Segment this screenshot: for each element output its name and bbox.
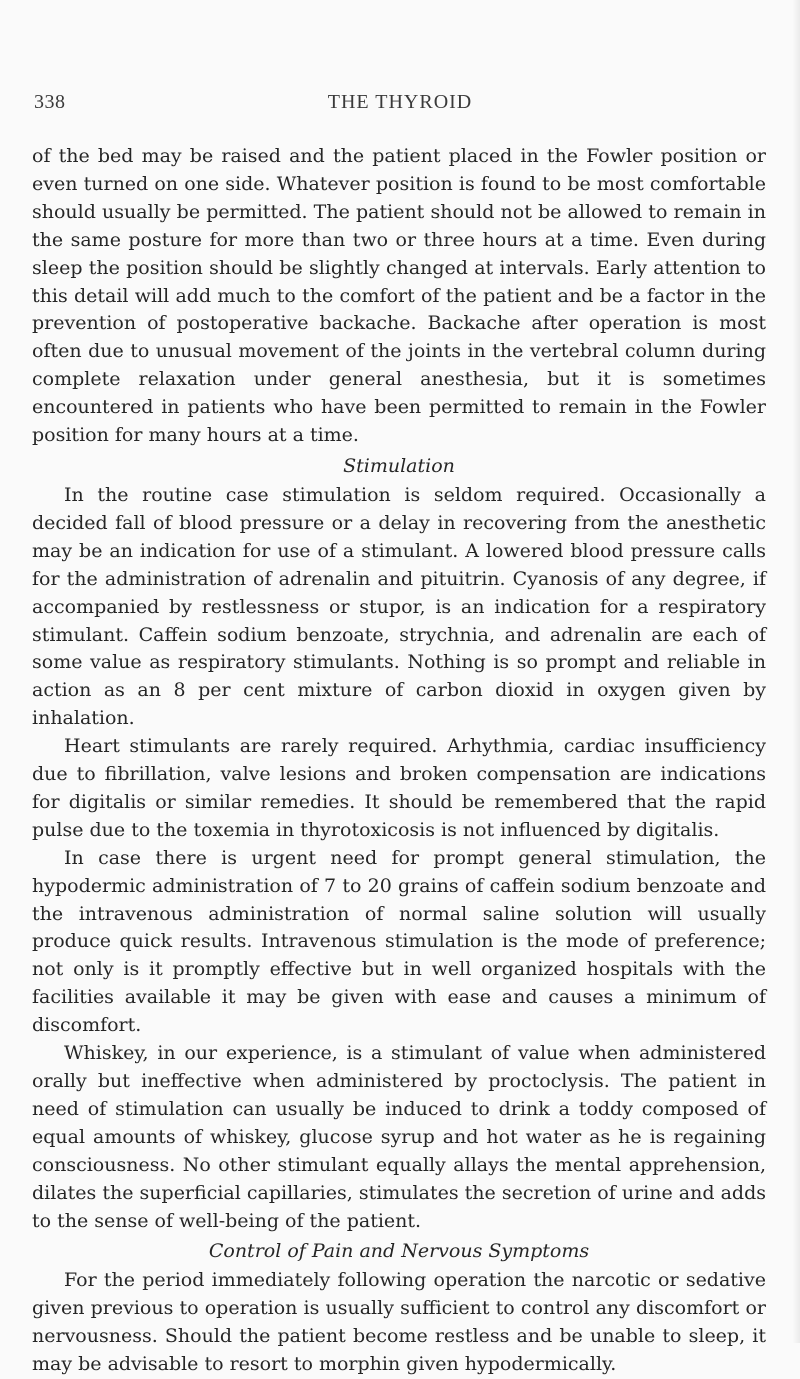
paragraph: In case there is urgent need for prompt general stimulation, the hypodermic administration of 7 to 20 grains of caffein sodium benzoate and the intravenous administration of normal saline solution will usually produce quick results. Intravenous stimulation is the mode of preference; not only is it promptly effective but in well organized hospitals with the facilities available it may be given with ease and causes a minimum of discomfort. bbox=[32, 846, 766, 1037]
paragraph: Whiskey, in our experience, is a stimulant of value when administered orally but ineffective when administered by proctoclysis. The patient in need of stimulation can usually be induced to drink a toddy composed of equal amounts of whiskey, glucose syrup and hot water as he is regaining consciousness. No other stimulant equally allays the mental apprehension, dilates the superficial capillaries, stimulates the secretion of urine and adds to the sense of well-being of the patient. bbox=[32, 1042, 766, 1232]
body-text bbox=[32, 143, 766, 1379]
paragraph-continued: of the bed may be raised and the patient placed in the Fowler position or even turned on one side. Whatever position is found to be most comfortable should usually be permitted. The patient should not be allowed to remain in the same posture for more than two or three hours at a time. Even during sleep the position should be slightly changed at intervals. Early attention to this detail will add much to the comfort of the patient and be a factor in the prevention of postoperative backache. Backache after operation is most often due to unusual movement of the joints in the vertebral column during complete relaxation under general anesthesia, but it is sometimes encountered in patients who have been permitted to remain in the Fowler position for many hours at a time. bbox=[32, 145, 766, 447]
running-title: THE THYROID bbox=[327, 91, 473, 113]
paragraph: Heart stimulants are rarely required. Arhythmia, cardiac insufficiency due to fibrillation, valve lesions and broken compensation are indications for digitalis or similar remedies. It should be remembered that the rapid pulse due to the toxemia in thyrotoxicosis is not influenced by digitalis. bbox=[32, 735, 766, 841]
paragraph: For the period immediately following operation the narcotic or sedative given previous to operation is usually sufficient to control any discomfort or nervousness. Should the patient become restless and be unable to sleep, it may be advisable to resort to morphin given hypodermically. bbox=[32, 1269, 766, 1376]
section-heading-pain-control: Control of Pain and Nervous Symptoms bbox=[208, 1240, 590, 1263]
page-number: 338 bbox=[34, 91, 66, 113]
page-edge-shadow bbox=[792, 0, 800, 1343]
paragraph: In the routine case stimulation is seldom required. Occasionally a decided fall of blood pressure or a delay in recovering from the anesthetic may be an indication for use of a stimulant. A lowered blood pressure calls for the administration of adrenalin and pituitrin. Cyanosis of any degree, if accompanied by restlessness or stupor, is an indication for a respiratory stimulant. Caffein sodium benzoate, strychnia, and adrenalin are each of some value as respiratory stimulants. Nothing is so prompt and reliable in action as an 8 per cent mixture of carbon dioxid in oxygen given by inhalation. bbox=[32, 483, 766, 730]
section-heading-stimulation: Stimulation bbox=[343, 454, 455, 477]
page-header bbox=[34, 91, 766, 115]
